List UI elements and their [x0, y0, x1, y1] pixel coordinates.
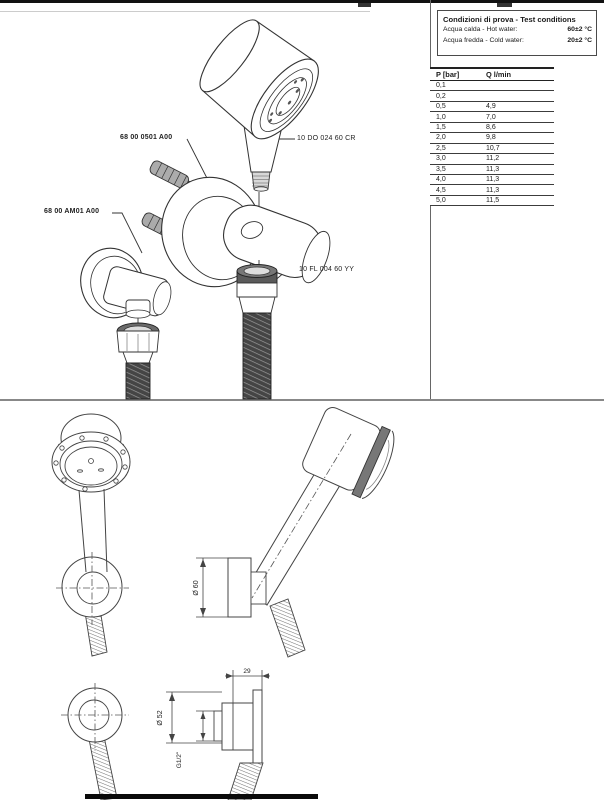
dim-thread — [196, 711, 214, 741]
dimensional-drawings — [0, 400, 604, 800]
test-conditions-box — [437, 10, 597, 56]
side-view-handshower — [193, 403, 401, 657]
flexible-hose — [237, 265, 277, 400]
flow-table-header — [430, 69, 554, 81]
flow-table-row: 2,5 10,7 — [430, 144, 554, 154]
front-view-handshower — [52, 414, 130, 656]
dim-label-d52: Ø 52 — [157, 710, 164, 726]
flow-table-row: 4,0 11,3 — [430, 175, 554, 185]
flow-table-row: 1,0 7,0 — [430, 112, 554, 122]
part-label-handshower: 10 DO 024 60 CR — [297, 135, 356, 142]
part-label-elbow: 68 00 AM01 A00 — [44, 208, 100, 215]
test-condition-row — [443, 36, 592, 47]
part-label-hose: 10 FL 004 60 YY — [299, 266, 355, 273]
handshower-head — [188, 9, 330, 149]
test-condition-row — [443, 25, 592, 36]
pressure-column-header: P [bar] — [436, 70, 460, 79]
flow-column-header: Q l/min — [486, 70, 512, 79]
top-crop-mark — [497, 3, 512, 7]
dim-label-d60: Ø 60 — [193, 580, 200, 596]
flow-rate-table — [430, 67, 554, 206]
dim-label-g12: G1/2" — [176, 751, 183, 769]
test-conditions-title: Condizioni di prova - Test conditions — [443, 15, 576, 24]
flow-table-row: 0,5 4,9 — [430, 102, 554, 112]
part-label-bracket: 68 00 0501 A00 — [120, 134, 173, 141]
flow-table-row: 0,1 — [430, 81, 554, 91]
flow-table-row: 4,5 11,3 — [430, 185, 554, 195]
condition-value: 60±2 °C — [567, 26, 592, 33]
condition-label: Acqua fredda - Cold water: — [443, 36, 524, 44]
flow-table-row: 1,5 8,6 — [430, 123, 554, 133]
front-view-elbow — [61, 683, 129, 800]
bottom-crop-line — [85, 794, 318, 799]
flow-table-row: 0,2 — [430, 91, 554, 101]
dim-bracket-diameter — [196, 558, 228, 617]
side-view-elbow — [157, 668, 270, 800]
exploded-view-drawing — [0, 0, 430, 400]
outlet-elbow — [73, 241, 175, 325]
dim-label-29: 29 — [243, 668, 251, 675]
hose-nut — [117, 323, 159, 399]
flow-table-row: 5,0 11,5 — [430, 196, 554, 206]
condition-value: 20±2 °C — [567, 36, 592, 44]
flow-table-row: 2,0 9,8 — [430, 133, 554, 143]
condition-label: Acqua calda - Hot water: — [443, 26, 518, 33]
flow-table-row: 3,5 11,3 — [430, 165, 554, 175]
flow-table-row: 3,0 11,2 — [430, 154, 554, 164]
